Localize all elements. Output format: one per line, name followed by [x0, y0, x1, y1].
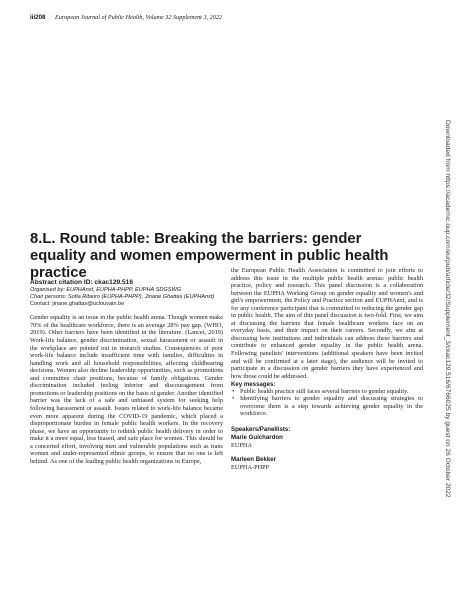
- chair-persons: Chair persons: Sofia Ribeiro (EUPHA-PHPP), Jinane Ghattas (EUPHAnxt): [30, 293, 215, 300]
- speaker-name: Marleen Bekker: [231, 456, 277, 464]
- article-title: 8.L. Round table: Breaking the barriers: gender equality and women empowerment in public health practice: [30, 231, 389, 281]
- page-header: [30, 14, 222, 21]
- key-message-item: [231, 395, 423, 418]
- organised-by: Organised by: EUPHAnxt, EUPHA-PHPP, EUPHA SDGSWG: [30, 287, 182, 293]
- right-column: [231, 267, 423, 471]
- body-paragraph-left: Gender equality is an issue in the public health arena. Though women make 70% of the healthcare workforce, there is an average 28% pay gap. (WHO, 2019). Other barriers have been identified in the literature. (Lancet, 2019) Work-life balance, gender discrimination, sexual harassment or assault in the workplace are pointed out in research studies. Consequences of poor work-life balance include insufficient time with families, difficulties in handling work and all household responsibilities, affecting childbearing decisions. Women also decline leadership opportunities, such as promotions and committee chair positions, because of family obligations. Gender discrimination included feeling inferior and discouragement from promotions or leadership positions on the basis of gender. Another identified barrier was the lack of a safe and unbiased system for seeking help following harassment or assault. Issues related to work-life balance became even more apparent during the COVID-19 pandemic, which placed a disproportionate burden in female public health workers. In the recovery phase, we have an opportunity to rethink public health delivery in order to make it a more equal, less biased, and safe place for women. This should be a concerted effort, involving men and vulnerable populations such as trans women and under-represented ethnic groups, to ensure that no one is left behind. As one of the leading public health organizations in Europe,: [30, 314, 223, 465]
- contact-email: Contact: jinane.ghattas@uclouvain.be: [30, 300, 125, 307]
- bullet-icon: •: [232, 387, 235, 395]
- speaker-affiliation: EUPHA: [231, 441, 252, 449]
- speaker-entry: [231, 456, 423, 471]
- journal-citation: European Journal of Public Health, Volume 32 Supplement 3, 2022: [55, 14, 223, 21]
- speakers-heading: Speakers/Panellists:: [231, 425, 291, 433]
- speaker-name: Marie Guichardon: [231, 434, 283, 442]
- speaker-entry: [231, 434, 423, 449]
- key-messages-heading: Key messages:: [231, 380, 276, 388]
- page-number: iii208: [30, 14, 46, 21]
- key-messages-list: [231, 388, 423, 418]
- key-message-item: [231, 388, 423, 396]
- abstract-citation-id: Abstract citation ID: ckac129.516: [30, 279, 133, 286]
- speaker-affiliation: EUPHA-PHPP: [231, 463, 270, 471]
- download-watermark: Downloaded from https://academic.oup.com/eurpub/article/32/Supplement_3/ckac129.516/6766025 by guest on 26 October 2022: [444, 120, 451, 498]
- body-paragraph-right: the European Public Health Association is committed to join efforts to address this issue in the multiple public health arenas: public health practice, policy and research. This panel discussion is a collaboration between the EUPHA Working Group on gender equality and women's and girl's empowerment, the Policy and Practice section and EUPHAnxt, and is for any conference participant that is committed to reducing the gender gap in public health. The aim of this panel discussion is two-fold. First, we aim at discussing the barriers that female healthcare workers face on an everyday basis, and their impact on their careers. Secondly, we aim at discussing how institutions and individuals can address these barriers and contribute to enhanced gender equality in the public health arena. Following panelists' interventions (additional speakers have been invited and will be confirmed at a later stage), the audience will be invited to participate in a discussion on gender barriers they have experienced and how those could be addressed.: [231, 267, 423, 380]
- bullet-icon: •: [232, 395, 235, 403]
- left-column: [30, 279, 223, 465]
- key-message-text: Identifying barriers to gender equality and discussing strategies to overcome them is a step towards achieving gender equality in the workforce.: [240, 395, 423, 418]
- key-message-text: Public health practice still faces several barriers to gender equality.: [240, 387, 409, 395]
